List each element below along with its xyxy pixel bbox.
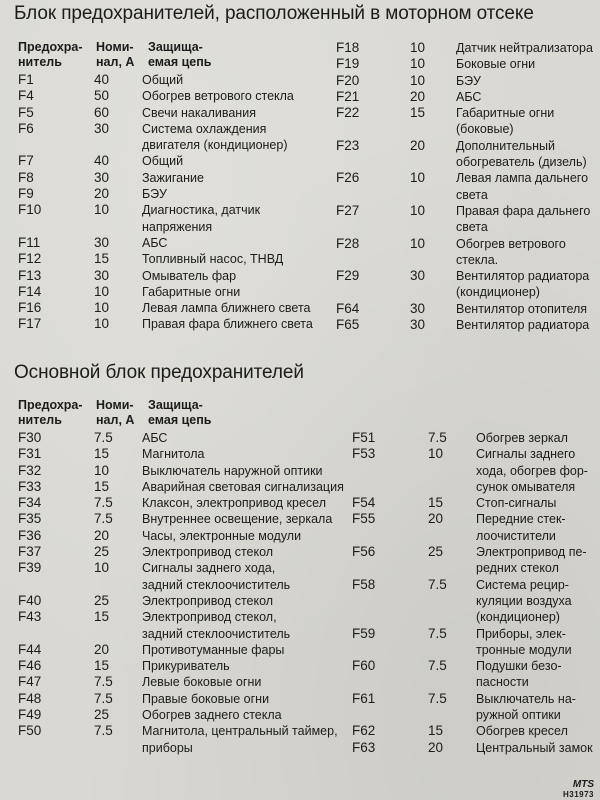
fuse-rating: 15 [94,478,110,494]
fuse-rating: 10 [410,235,426,251]
fuse-id: F4 [18,88,34,104]
fuse-circuit: Прикуриватель [142,659,230,674]
fuse-id: F21 [336,88,360,104]
fuse-rating: 25 [94,592,110,608]
fuse-id: F19 [336,56,360,72]
fuse-rating: 20 [410,137,426,153]
fuse-circuit: АБС [456,89,482,104]
fuse-rating: 7.5 [94,495,113,511]
fuse-rating: 10 [94,316,110,332]
fuse-row [18,88,338,104]
fuse-rating: 20 [410,88,426,104]
fuse-row [352,658,598,691]
fuse-rating: 15 [94,658,110,674]
fuse-id: F53 [352,446,376,462]
fuse-id: F10 [18,202,42,218]
fuse-circuit: Магнитола [142,447,205,462]
fuse-id: F59 [352,625,376,641]
fuse-row [18,495,358,511]
fuse-id: F62 [352,723,376,739]
fuse-rating: 50 [94,88,110,104]
fuse-row [18,528,358,544]
fuse-circuit: Обогрев ветрового стекла [142,89,294,104]
header-circuit: Защища- емая цепь [148,398,212,427]
fuse-rating: 15 [94,609,110,625]
fuse-circuit: Стоп-сигналы [476,496,557,511]
fuse-rating: 10 [410,170,426,186]
fuse-row [336,170,598,203]
fuse-id: F14 [18,283,42,299]
header-rating: Номи- нал, А [96,398,135,427]
fuse-rating: 20 [94,527,110,543]
fuse-circuit: АБС [142,431,168,445]
main-fuse-list-right [352,430,598,756]
fuse-id: F9 [18,186,34,202]
fuse-row [352,430,598,446]
fuse-circuit: Топливный насос, ТНВД [142,252,284,267]
fuse-circuit: Вентилятор отопителя [456,301,588,316]
fuse-circuit: Обогрев кресел [476,724,568,739]
fuse-row [352,577,598,626]
fuse-row [336,268,598,301]
fuse-rating: 10 [410,202,426,218]
fuse-row [336,203,598,236]
fuse-circuit: Часы, электронные модули [142,528,302,543]
fuse-rating: 7.5 [428,690,447,706]
fuse-row [336,40,598,56]
fuse-circuit: Выключатель наружной оптики [142,463,323,478]
fuse-id: F60 [352,658,376,674]
fuse-row [18,609,358,642]
fuse-circuit: Система рецир- куляции воздуха (кондиционер) [476,577,572,625]
fuse-rating: 40 [94,153,110,169]
fuse-rating: 30 [94,169,110,185]
fuse-rating: 10 [94,462,110,478]
fuse-circuit: Левые боковые огни [142,675,262,690]
fuse-circuit: Вентилятор радиатора (кондиционер) [456,269,590,300]
fuse-circuit: Магнитола, центральный таймер, приборы [142,724,338,755]
fuse-id: F48 [18,690,42,706]
fuse-rating: 10 [94,300,110,316]
fuse-id: F29 [336,268,360,284]
fuse-row [18,446,358,462]
fuse-rating: 25 [94,544,110,560]
fuse-row [336,73,598,89]
fuse-row [336,138,598,171]
fuse-circuit: Обогрев заднего стекла [142,708,282,723]
fuse-id: F33 [18,478,42,494]
fuse-circuit: АБС [142,235,168,250]
fuse-row [352,495,598,511]
fuse-circuit: Электропривод стекол [142,593,274,608]
fuse-id: F22 [336,105,360,121]
fuse-circuit: Аварийная световая сигнализация [142,479,344,494]
fuse-rating: 7.5 [94,723,113,739]
engine-block-title: Блок предохранителей, расположенный в моторном отсеке [14,3,534,24]
fuse-rating: 10 [410,40,426,55]
fuse-id: F28 [336,235,360,251]
fuse-rating: 7.5 [94,430,113,445]
fuse-row [18,463,358,479]
fuse-row [18,300,338,316]
fuse-id: F11 [18,234,41,250]
fuse-row [18,511,358,527]
fuse-circuit: Электропривод стекол, задний стеклоочиститель [142,610,291,641]
fuse-circuit: Боковые огни [456,57,536,72]
fuse-row [18,707,358,723]
fuse-rating: 60 [94,104,110,120]
fuse-row [18,691,358,707]
fuse-rating: 7.5 [428,658,447,674]
fuse-circuit: Общий [142,154,184,169]
fuse-id: F44 [18,641,42,657]
fuse-row [336,89,598,105]
header-fuse: Предохра- нитель [18,398,83,427]
fuse-row [18,284,338,300]
fuse-id: F43 [18,609,42,625]
fuse-row [18,544,358,560]
fuse-rating: 7.5 [94,674,113,690]
fuse-row [336,236,598,269]
fuse-circuit: Вентилятор радиатора [456,318,590,333]
fuse-row [18,105,338,121]
fuse-id: F5 [18,104,34,120]
header-fuse: Предохра- нитель [18,40,83,69]
fuse-id: F30 [18,430,42,445]
engine-fuse-list-right [336,40,598,333]
fuse-rating: 15 [410,105,426,121]
fuse-id: F12 [18,251,42,267]
fuse-circuit: Электропривод пе- редних стекол [476,545,587,576]
fuse-row [18,642,358,658]
fuse-rating: 20 [428,739,444,755]
fuse-circuit: Приборы, элек- тронные модули [476,626,572,657]
fuse-row [18,430,358,446]
fuse-row [18,316,338,332]
fuse-id: F17 [18,316,42,332]
fuse-row [18,479,358,495]
fuse-rating: 15 [428,723,444,739]
fuse-id: F20 [336,72,360,88]
fuse-row [18,186,338,202]
fuse-id: F64 [336,300,360,316]
fuse-circuit: Зажигание [142,170,204,185]
fuse-row [352,626,598,659]
fuse-row [336,56,598,72]
fuse-rating: 7.5 [94,690,113,706]
main-block-title: Основной блок предохранителей [14,362,304,383]
fuse-id: F8 [18,169,34,185]
fuse-id: F47 [18,674,42,690]
fuse-id: F61 [352,690,376,706]
engine-block-header [18,40,338,72]
fuse-id: F50 [18,723,42,739]
fuse-rating: 30 [410,317,426,333]
fuse-rating: 7.5 [428,430,447,445]
fuse-circuit: Габаритные огни [142,284,241,299]
fuse-id: F34 [18,495,42,511]
main-fuse-list-left [18,430,358,756]
fuse-rating: 30 [94,234,110,250]
fuse-circuit: Обогрев зеркал [476,431,568,445]
fuse-id: F16 [18,300,42,316]
fuse-id: F49 [18,707,42,723]
fuse-circuit: Подушки безо- пасности [476,659,562,690]
fuse-circuit: Свечи накаливания [142,105,256,120]
fuse-id: F35 [18,511,42,527]
fuse-rating: 20 [94,641,110,657]
fuse-circuit: Сигналы заднего хода, задний стеклоочиститель [142,561,291,592]
fuse-rating: 10 [428,446,444,462]
fuse-id: F31 [18,446,42,462]
fuse-circuit: Клаксон, электропривод кресел [142,496,327,511]
fuse-id: F32 [18,462,42,478]
fuse-row [336,105,598,138]
header-circuit: Защища- емая цепь [148,40,212,69]
fuse-circuit: Правые боковые огни [142,691,270,706]
fuse-circuit: БЭУ [456,73,481,88]
fuse-id: F65 [336,317,360,333]
fuse-row [336,317,598,333]
fuse-circuit: Внутреннее освещение, зеркала [142,512,333,527]
fuse-rating: 25 [428,544,444,560]
fuse-rating: 7.5 [94,511,113,527]
fuse-rating: 15 [94,446,110,462]
fuse-row [352,740,598,756]
fuse-row [18,153,338,169]
fuse-id: F51 [352,430,376,445]
fuse-circuit: БЭУ [142,187,167,202]
fuse-circuit: Центральный замок [476,740,593,755]
fuse-circuit: Датчик нейтрализатора [456,41,593,55]
fuse-rating: 10 [94,202,110,218]
fuse-id: F46 [18,658,42,674]
stamp-code: H31973 [562,790,594,799]
fuse-id: F26 [336,170,360,186]
fuse-circuit: Противотуманные фары [142,642,285,657]
fuse-rating: 7.5 [428,576,447,592]
stamp-brand: MTS [572,779,594,790]
fuse-id: F7 [18,153,34,169]
fuse-row [18,593,358,609]
fuse-rating: 10 [94,560,110,576]
fuse-row [18,202,338,235]
fuse-id: F58 [352,576,376,592]
fuse-row [18,235,338,251]
fuse-id: F55 [352,511,376,527]
fuse-rating: 7.5 [428,625,447,641]
fuse-rating: 15 [94,251,110,267]
fuse-row [352,446,598,495]
fuse-id: F18 [336,40,360,55]
fuse-circuit: Дополнительный обогреватель (дизель) [456,138,587,170]
fuse-id: F63 [352,739,376,755]
main-block-header [18,398,338,430]
fuse-id: F37 [18,544,42,560]
fuse-circuit: Электропривод стекол [142,545,274,560]
fuse-id: F27 [336,202,360,218]
fuse-circuit: Выключатель на- ружной оптики [476,691,576,723]
fuse-id: F36 [18,527,42,543]
fuse-rating: 20 [428,511,444,527]
fuse-id: F13 [18,267,42,283]
fuse-circuit: Правая фара ближнего света [142,317,313,332]
fuse-row [352,544,598,577]
fuse-rating: 10 [410,56,426,72]
fuse-circuit: Омыватель фар [142,268,237,283]
fuse-rating: 40 [94,72,110,87]
fuse-id: F6 [18,120,34,136]
fuse-rating: 25 [94,707,110,723]
fuse-rating: 10 [410,72,426,88]
fuse-row [336,301,598,317]
fuse-circuit: Габаритные огни (боковые) [456,106,555,137]
fuse-circuit: Левая лампа дальнего света [456,171,589,202]
fuse-rating: 30 [94,120,110,136]
fuse-row [18,560,358,593]
fuse-rating: 30 [94,267,110,283]
fuse-id: F40 [18,592,42,608]
fuse-row [18,121,338,154]
fuse-rating: 10 [94,283,110,299]
fuse-rating: 20 [94,186,110,202]
fuse-id: F56 [352,544,376,560]
publisher-stamp [563,780,594,800]
fuse-rating: 15 [428,495,444,511]
fuse-circuit: Сигналы заднего хода, обогрев фор- сунок омывателя [476,447,588,494]
fuse-circuit: Передние стек- лоочистители [476,512,566,543]
header-rating: Номи- нал, А [96,40,135,69]
fuse-rating: 30 [410,268,426,284]
fuse-id: F54 [352,495,376,511]
fuse-circuit: Правая фара дальнего света [456,203,591,235]
fuse-rating: 30 [410,300,426,316]
fuse-circuit: Левая лампа ближнего света [142,301,311,316]
fuse-row [18,72,338,88]
fuse-row [352,691,598,724]
fuse-id: F39 [18,560,42,576]
fuse-circuit: Система охлаждения двигателя (кондиционер) [142,121,288,153]
fuse-circuit: Обогрев ветрового стекла. [456,236,566,267]
fuse-row [18,268,338,284]
fuse-id: F1 [18,72,34,87]
fuse-circuit: Диагностика, датчик напряжения [142,203,261,234]
fuse-row [18,251,338,267]
fuse-row [18,170,338,186]
fuse-id: F23 [336,137,360,153]
fuse-row [18,723,358,756]
fuse-circuit: Общий [142,73,184,87]
fuse-row [18,674,358,690]
fuse-row [18,658,358,674]
engine-fuse-list-left [18,72,338,333]
fuse-row [352,723,598,739]
fuse-row [352,511,598,544]
